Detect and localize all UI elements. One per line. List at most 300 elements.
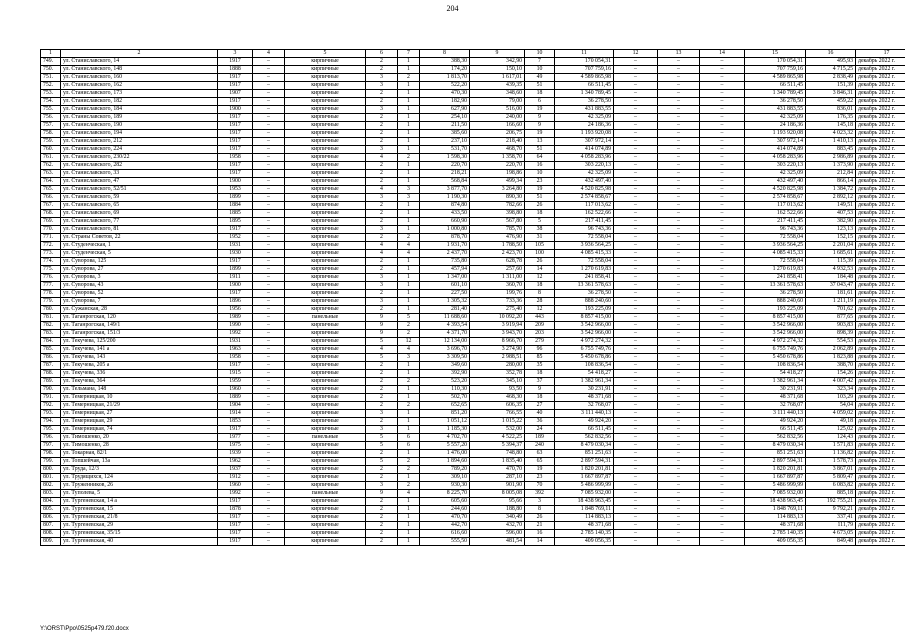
table-cell: 115,39 [806,258,856,266]
table-cell: 388,70 [806,362,856,370]
table-cell: – [614,482,658,490]
table-cell: 38 [525,226,555,234]
table-row [41,202,905,210]
table-cell: 567,80 [470,218,525,226]
table-cell: – [253,82,285,90]
column-number: 10 [525,50,555,58]
table-cell: 2 [366,450,398,458]
table-cell: 72 558,04 [745,234,806,242]
table-cell: 1 015,22 [470,418,525,426]
table-row [41,330,905,338]
table-cell: декабрь 2022 г. [856,394,905,402]
table-cell: 3 877,70 [420,186,470,194]
table-cell: 1 193 920,08 [745,130,806,138]
table-cell: декабрь 2022 г. [856,258,905,266]
table-cell: 170 054,31 [555,58,614,66]
table-cell: – [253,282,285,290]
table-cell: 3 [366,298,398,306]
table-cell: 866,14 [806,178,856,186]
table-cell: 240 [525,442,555,450]
table-cell: – [700,258,745,266]
table-cell: 70 [525,482,555,490]
table-cell: кирпичные [285,474,366,482]
table-cell: – [658,482,700,490]
table-cell: 241 858,41 [745,274,806,282]
table-cell: 468,70 [470,146,525,154]
table-cell: 4 972 274,32 [555,338,614,346]
table-cell: 66 511,45 [555,82,614,90]
table-cell: 206,75 [470,130,525,138]
table-row [41,290,905,298]
table-cell: – [253,178,285,186]
table-cell: 789. [41,378,61,386]
table-cell: 1915 [218,370,253,378]
table-cell: 1 [398,170,420,178]
table-cell: 1917 [218,290,253,298]
table-row [41,362,905,370]
table-cell: – [253,290,285,298]
table-cell: – [658,162,700,170]
table-cell: кирпичные [285,346,366,354]
table-cell: 782,66 [470,202,525,210]
table-row [41,506,905,514]
table-row [41,418,905,426]
table-cell: 443 [525,314,555,322]
table-cell: 765. [41,186,61,194]
table-cell: ул. Станиславского, 33 [61,170,218,178]
table-cell: 2 201,04 [806,242,856,250]
table-cell: ул. Станиславского, 81 [61,226,218,234]
table-cell: декабрь 2022 г. [856,122,905,130]
table-cell: – [700,74,745,82]
table-cell: 2 [366,130,398,138]
table-cell: 220,70 [470,162,525,170]
table-cell: 1960 [218,386,253,394]
table-cell: 4 [398,490,420,498]
table-cell: 3 542 966,00 [555,330,614,338]
table-cell: – [253,474,285,482]
table-cell: 707 759,16 [555,66,614,74]
table-cell: 189 [525,434,555,442]
table-cell: 769. [41,218,61,226]
table-cell: 237,10 [420,138,470,146]
table-cell: декабрь 2022 г. [856,410,905,418]
table-cell: 123,13 [806,226,856,234]
table-cell: 37 [525,378,555,386]
table-cell: 28 [525,298,555,306]
table-cell: 2 [366,386,398,394]
table-cell: 2 062,89 [806,346,856,354]
table-cell: 3 [366,282,398,290]
table-cell: 1 [398,298,420,306]
table-cell: 280,00 [470,362,525,370]
table-cell: – [253,154,285,162]
table-cell: 1888 [218,66,253,74]
table-cell: 8 225,70 [420,490,470,498]
table-cell: 151,39 [806,82,856,90]
table-cell: 1 788,50 [470,242,525,250]
table-cell: 4 058 283,96 [555,154,614,162]
table-cell: кирпичные [285,90,366,98]
table-cell: – [614,282,658,290]
table-cell: 2 [366,378,398,386]
table-cell: 3 936 564,25 [555,242,614,250]
table-row [41,410,905,418]
table-cell: кирпичные [285,498,366,506]
table-cell: 786. [41,354,61,362]
table-cell: – [658,218,700,226]
table-cell: – [658,394,700,402]
table-cell: 72 558,04 [555,234,614,242]
table-cell: – [658,106,700,114]
table-cell: ул. Станиславского, 162 [61,82,218,90]
table-cell: 4 023,32 [806,130,856,138]
table-cell: 8 [525,290,555,298]
table-cell: декабрь 2022 г. [856,490,905,498]
table-cell: – [614,426,658,434]
table-cell: – [253,242,285,250]
table-cell: – [700,370,745,378]
table-cell: 660,90 [420,218,470,226]
table-cell: 42 325,09 [555,170,614,178]
table-row [41,250,905,258]
table-cell: 32 768,07 [555,402,614,410]
table-cell: – [658,538,700,546]
table-cell: 3 [366,410,398,418]
table-cell: декабрь 2022 г. [856,322,905,330]
table-cell: 481,54 [470,538,525,546]
table-cell: кирпичные [285,442,366,450]
table-cell: 3 [366,146,398,154]
table-cell: 1 410,13 [806,138,856,146]
table-cell: 793. [41,410,61,418]
table-cell: 348,60 [470,90,525,98]
table-row [41,530,905,538]
table-cell: – [253,338,285,346]
table-cell: 275,40 [470,306,525,314]
table-cell: 1959 [218,378,253,386]
table-cell: 1 835,40 [470,458,525,466]
table-cell: 470,70 [470,466,525,474]
table-cell: 1 [398,538,420,546]
table-cell: декабрь 2022 г. [856,482,905,490]
table-cell: 1975 [218,442,253,450]
table-cell: 4 085 415,33 [555,250,614,258]
table-cell: кирпичные [285,114,366,122]
table-row [41,442,905,450]
table-cell: 759. [41,138,61,146]
table-cell: декабрь 2022 г. [856,194,905,202]
table-cell: – [658,362,700,370]
table-cell: – [658,282,700,290]
table-cell: – [614,130,658,138]
table-cell: декабрь 2022 г. [856,226,905,234]
table-cell: декабрь 2022 г. [856,202,905,210]
table-cell: – [700,338,745,346]
table-cell: 2 [398,74,420,82]
table-cell: 5 [366,458,398,466]
table-cell: – [700,154,745,162]
table-cell: 1917 [218,530,253,538]
table-cell: – [700,186,745,194]
table-cell: – [700,386,745,394]
table-cell: – [658,290,700,298]
table-cell: декабрь 2022 г. [856,154,905,162]
table-cell: – [253,322,285,330]
table-cell: 2 838,49 [806,74,856,82]
table-cell: – [700,122,745,130]
table-cell: 5 [525,218,555,226]
table-cell: – [700,466,745,474]
table-cell: 170 054,31 [745,58,806,66]
table-cell: ул. Студенческая, 5 [61,250,218,258]
column-number-row [41,50,905,58]
table-cell: 149,51 [806,202,856,210]
table-cell: 36 278,50 [745,98,806,106]
table-cell: 105 [525,242,555,250]
table-cell: декабрь 2022 г. [856,458,905,466]
table-cell: 1 894,60 [420,458,470,466]
table-cell: 3 111 440,13 [555,410,614,418]
table-cell: 1 813,70 [420,74,470,82]
table-cell: ул. Станиславского, 184 [61,106,218,114]
table-cell: ул. Студенческая, 1 [61,242,218,250]
table-row [41,258,905,266]
table-cell: 72 558,04 [555,258,614,266]
table-cell: 2 [366,122,398,130]
table-cell: 770. [41,226,61,234]
table-cell: 3 696,70 [420,346,470,354]
table-cell: – [700,138,745,146]
table-cell: 40 [525,410,555,418]
table-row [41,130,905,138]
table-cell: 18 [525,282,555,290]
table-cell: 8 857 415,00 [555,314,614,322]
table-cell: 1 [398,290,420,298]
table-cell: 883,45 [806,146,856,154]
table-cell: кирпичные [285,74,366,82]
table-cell: ул. Темерницкая, 27 [61,410,218,418]
table-cell: 4 [366,250,398,258]
table-cell: 12 [525,274,555,282]
table-cell: – [614,514,658,522]
table-cell: – [700,266,745,274]
table-cell: – [700,362,745,370]
table-cell: 4 673,05 [806,530,856,538]
table-cell: 1 136,82 [806,450,856,458]
table-cell: 218,21 [420,170,470,178]
table-cell: 4 589 865,98 [555,74,614,82]
table-cell: – [614,202,658,210]
table-cell: 780. [41,306,61,314]
table-cell: – [700,170,745,178]
table-cell: 51 [525,194,555,202]
table-cell: 1 [398,130,420,138]
table-cell: ул. Станиславского, 173 [61,90,218,98]
table-cell: ул. Суворова, 7 [61,298,218,306]
table-cell: – [253,354,285,362]
table-row [41,434,905,442]
table-cell: 1930 [218,250,253,258]
table-cell: 764. [41,178,61,186]
table-cell: 2 [366,402,398,410]
table-cell: 198,86 [470,170,525,178]
table-cell: 4 [398,242,420,250]
table-cell: ул. Текучева, 125/200 [61,338,218,346]
table-cell: 2 [366,90,398,98]
table-cell: – [253,378,285,386]
table-cell: 433,50 [420,210,470,218]
table-cell: 19 [525,186,555,194]
table-cell: – [700,234,745,242]
column-number: 14 [700,50,745,58]
table-cell: – [700,418,745,426]
table-cell: – [700,98,745,106]
table-cell: 701,62 [806,306,856,314]
table-cell: 2 897 594,31 [555,458,614,466]
table-cell: – [658,242,700,250]
table-cell: 1 [398,90,420,98]
table-cell: 1 823,88 [806,354,856,362]
table-cell: 1917 [218,146,253,154]
table-cell: 766. [41,194,61,202]
table-cell: ул. Текучева, 364 [61,378,218,386]
table-cell: 750. [41,66,61,74]
table-cell: – [253,234,285,242]
table-cell: 30 231,91 [745,386,806,394]
table-cell: декабрь 2022 г. [856,474,905,482]
table-cell: 1992 [218,490,253,498]
table-row [41,194,905,202]
table-cell: – [700,290,745,298]
table-cell: 808. [41,530,61,538]
table-cell: 4 520 825,98 [745,186,806,194]
footer-file-path: Y:\ORST\Ppo\0525p479.f20.docx [40,626,129,632]
table-cell: – [658,354,700,362]
table-cell: 1 185,30 [420,426,470,434]
table-row [41,458,905,466]
table-cell: – [658,58,700,66]
table-cell: 748,80 [470,450,525,458]
table-cell: 457,94 [420,266,470,274]
table-cell: – [700,306,745,314]
table-cell: 6 [398,434,420,442]
column-number: 12 [614,50,658,58]
table-cell: 398,80 [470,210,525,218]
table-cell: 799. [41,458,61,466]
table-cell: 2 [366,114,398,122]
table-cell: – [700,250,745,258]
table-cell: – [614,466,658,474]
table-cell: панельные [285,434,366,442]
table-cell: 10 [525,66,555,74]
table-cell: 24 186,36 [555,122,614,130]
table-cell: 3 [366,106,398,114]
table-cell: 766,55 [470,410,525,418]
table-cell: 1878 [218,506,253,514]
table-cell: кирпичные [285,538,366,546]
table-row [41,538,905,546]
table-row [41,394,905,402]
table-cell: – [253,202,285,210]
table-cell: 768. [41,210,61,218]
table-cell: 36 278,50 [555,290,614,298]
table-cell: ул. Станиславского, 65 [61,202,218,210]
table-cell: 1 [398,506,420,514]
table-cell: – [700,282,745,290]
table-cell: кирпичные [285,258,366,266]
table-cell: 241 858,41 [555,274,614,282]
table-cell: 4 393,54 [420,322,470,330]
table-row [41,178,905,186]
table-cell: 3 [398,354,420,362]
table-cell: – [253,162,285,170]
table-cell: 1895 [218,218,253,226]
table-cell: – [700,538,745,546]
table-row [41,218,905,226]
table-cell: – [700,82,745,90]
table-row [41,306,905,314]
table-cell: 774. [41,258,61,266]
table-cell: – [658,114,700,122]
table-row [41,426,905,434]
table-cell: 1956 [218,306,253,314]
table-cell: 5 557,20 [420,442,470,450]
table-cell: 63 [525,450,555,458]
table-cell: 628,78 [470,258,525,266]
table-cell: 66 511,45 [555,426,614,434]
table-cell: – [614,474,658,482]
table-cell: 459,22 [806,98,856,106]
table-cell: ул. Станиславского, 148 [61,66,218,74]
table-cell: 96 743,36 [745,226,806,234]
table-cell: ул. Темерницкая, 21/29 [61,402,218,410]
table-cell: 145,18 [806,122,856,130]
table-cell: 303 220,13 [555,162,614,170]
table-cell: 114 883,13 [555,514,614,522]
table-cell: 1917 [218,362,253,370]
table-cell: 800. [41,466,61,474]
table-cell: 1 [398,386,420,394]
table-cell: – [614,146,658,154]
table-cell: – [658,234,700,242]
table-cell: – [700,354,745,362]
table-cell: 4 [366,154,398,162]
table-cell: 42 325,09 [555,114,614,122]
table-cell: декабрь 2022 г. [856,402,905,410]
table-cell: – [658,266,700,274]
table-cell: 5 [398,314,420,322]
table-cell: 193 225,09 [555,306,614,314]
table-cell: – [614,386,658,394]
table-cell: кирпичные [285,306,366,314]
table-cell: декабрь 2022 г. [856,138,905,146]
table-cell: декабрь 2022 г. [856,274,905,282]
table-cell: 442,70 [420,522,470,530]
table-row [41,90,905,98]
table-cell: 23 [525,474,555,482]
table-cell: 1884 [218,202,253,210]
table-cell: 3 [398,194,420,202]
table-cell: 1917 [218,74,253,82]
table-cell: 18 [525,90,555,98]
table-cell: – [614,434,658,442]
table-cell: ул. Тимошенко, 28 [61,442,218,450]
table-cell: 432 497,40 [555,178,614,186]
table-cell: 117 013,62 [555,202,614,210]
table-cell: – [700,330,745,338]
table-cell: 1917 [218,162,253,170]
